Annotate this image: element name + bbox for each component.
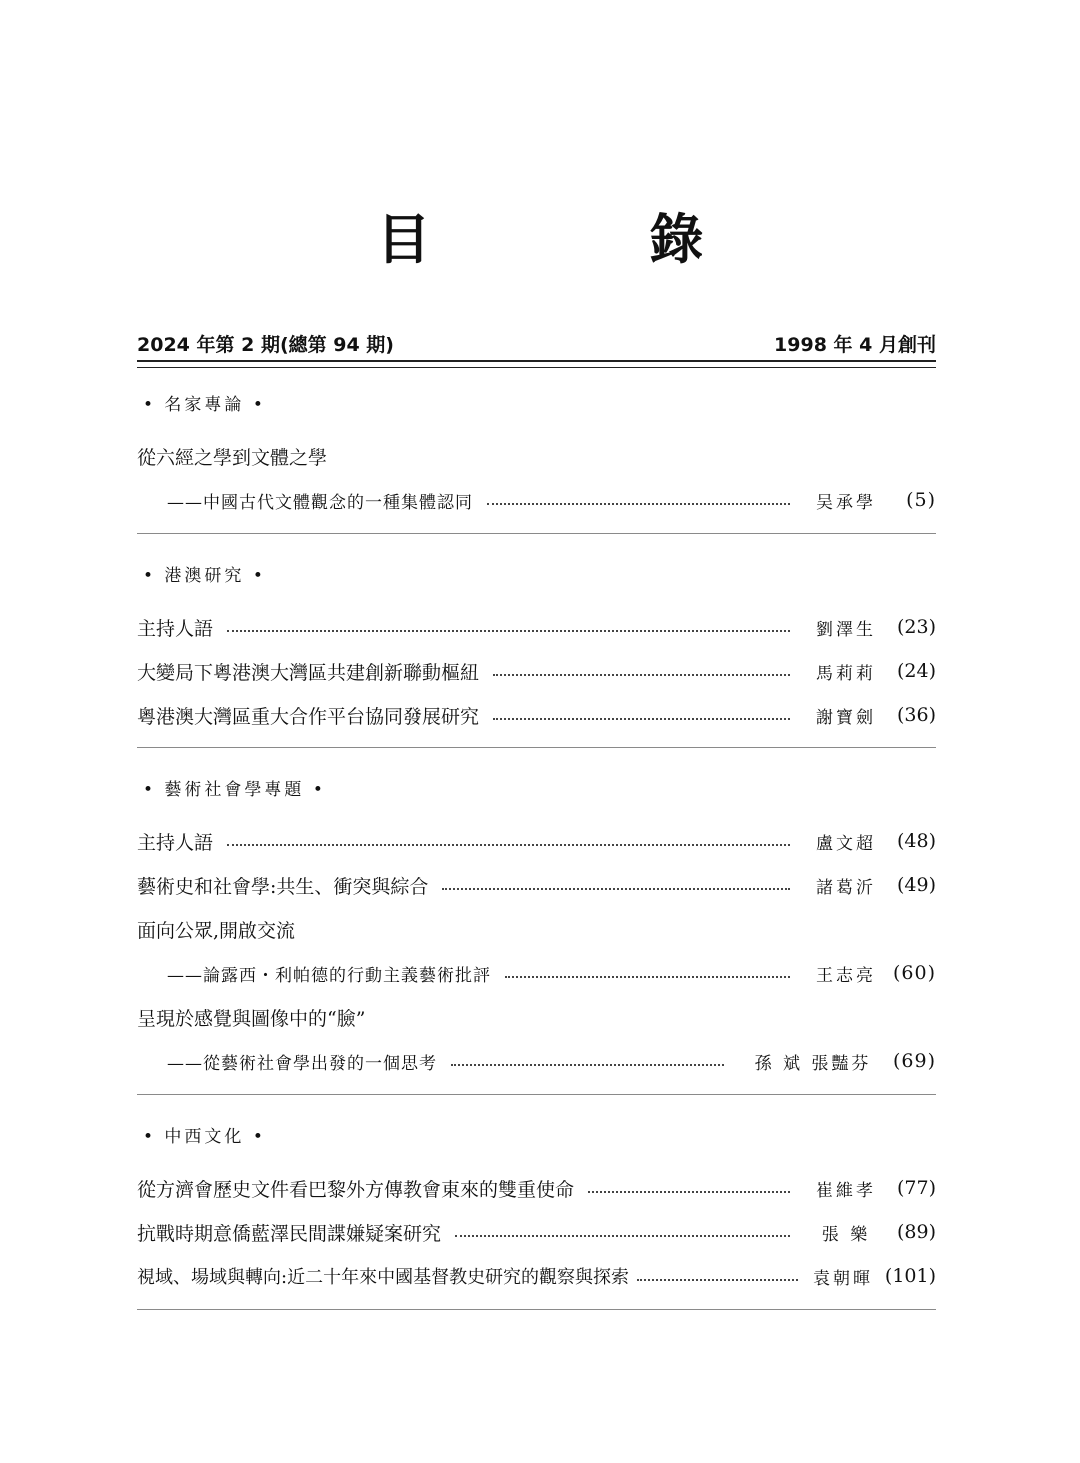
entry-title: 從方濟會歷史文件看巴黎外方傳教會東來的雙重使命: [137, 1178, 575, 1201]
entry-author: 諸葛沂: [816, 877, 876, 898]
toc-entry[interactable]: [137, 478, 936, 522]
entry-page: (49): [896, 874, 936, 896]
leader-dots: [637, 1279, 798, 1281]
entry-author: 劉澤生: [816, 619, 876, 640]
leader-dots: [227, 630, 790, 632]
section-mingjia: [137, 391, 936, 522]
entry-page: (48): [896, 830, 936, 852]
toc-entry[interactable]: [137, 863, 936, 907]
founding-date: 1998 年 4 月創刊: [774, 334, 936, 356]
entry-page: (89): [896, 1221, 936, 1243]
entry-page: (5): [906, 489, 936, 511]
toc-entry[interactable]: [137, 605, 936, 649]
toc-entry[interactable]: [137, 907, 936, 951]
section-label: • 港澳研究 •: [143, 566, 266, 586]
section-sino-western: [137, 1123, 936, 1298]
entry-author: 崔維孝: [816, 1180, 876, 1201]
entry-author: 袁朝暉: [813, 1268, 873, 1289]
toc-entry[interactable]: [137, 995, 936, 1039]
entry-author: 馬莉莉: [816, 663, 876, 684]
leader-dots: [493, 718, 790, 720]
toc-entry[interactable]: [137, 693, 936, 737]
leader-dots: [493, 674, 790, 676]
leader-dots: [227, 844, 790, 846]
entry-page: (101): [884, 1265, 936, 1287]
entry-title: 視域、場域與轉向:近二十年來中國基督教史研究的觀察與探索: [137, 1267, 630, 1288]
entry-author: 吴承學: [816, 492, 876, 513]
page-title: 目 錄: [376, 208, 804, 271]
section-label: • 中西文化 •: [143, 1127, 266, 1147]
issue-number: 2024 年第 2 期(總第 94 期): [137, 334, 394, 356]
section-art-sociology: [137, 776, 936, 1083]
entry-title: 呈現於感覺與圖像中的“臉”: [137, 1007, 366, 1030]
leader-dots: [487, 503, 790, 505]
toc-entry[interactable]: [137, 1039, 936, 1083]
toc-entry[interactable]: [137, 819, 936, 863]
entry-author: 王志亮: [816, 965, 876, 986]
entry-page: (77): [896, 1177, 936, 1199]
entry-page: (24): [896, 660, 936, 682]
entry-title: 主持人語: [137, 831, 214, 854]
entry-page: (60): [892, 962, 936, 984]
entry-title: 大變局下粵港澳大灣區共建創新聯動樞紐: [137, 661, 480, 684]
section-divider: [137, 533, 936, 534]
toc-entry[interactable]: [137, 434, 936, 478]
section-gangao: [137, 562, 936, 737]
entry-title: ——論露西・利帕德的行動主義藝術批評: [167, 965, 491, 986]
entry-title: 主持人語: [137, 617, 214, 640]
entry-page: (36): [896, 704, 936, 726]
header-rule: [137, 360, 936, 368]
toc-entry[interactable]: [137, 1210, 936, 1254]
entry-title: 粵港澳大灣區重大合作平台協同發展研究: [137, 705, 480, 728]
entry-title: ——中國古代文體觀念的一種集體認同: [167, 492, 473, 513]
section-divider: [137, 1094, 936, 1095]
section-label: • 藝術社會學專題 •: [143, 780, 326, 800]
leader-dots: [505, 976, 790, 978]
entry-author: 謝寶劍: [816, 707, 876, 728]
leader-dots: [455, 1235, 790, 1237]
entry-author: 張 樂: [821, 1224, 871, 1245]
toc-entry[interactable]: [137, 1166, 936, 1210]
leader-dots: [442, 888, 790, 890]
entry-page: (69): [892, 1050, 936, 1072]
entry-page: (23): [896, 616, 936, 638]
entry-author: 盧文超: [816, 833, 876, 854]
section-divider: [137, 747, 936, 748]
leader-dots: [588, 1191, 790, 1193]
toc-entry[interactable]: [137, 1254, 936, 1298]
entry-title: 面向公眾,開啟交流: [137, 919, 296, 942]
issue-line: [137, 330, 936, 357]
entry-title: 藝術史和社會學:共生、衝突與綜合: [137, 875, 429, 898]
entry-title: 從六經之學到文體之學: [137, 446, 328, 469]
section-divider: [137, 1309, 936, 1310]
section-label: • 名家專論 •: [143, 395, 266, 415]
entry-title: ——從藝術社會學出發的一個思考: [167, 1053, 437, 1074]
entry-title: 抗戰時期意僑藍澤民間諜嫌疑案研究: [137, 1222, 442, 1245]
leader-dots: [451, 1064, 724, 1066]
toc-entry[interactable]: [137, 951, 936, 995]
toc-entry[interactable]: [137, 649, 936, 693]
entry-author: 孫 斌 張豔芬: [754, 1053, 872, 1074]
